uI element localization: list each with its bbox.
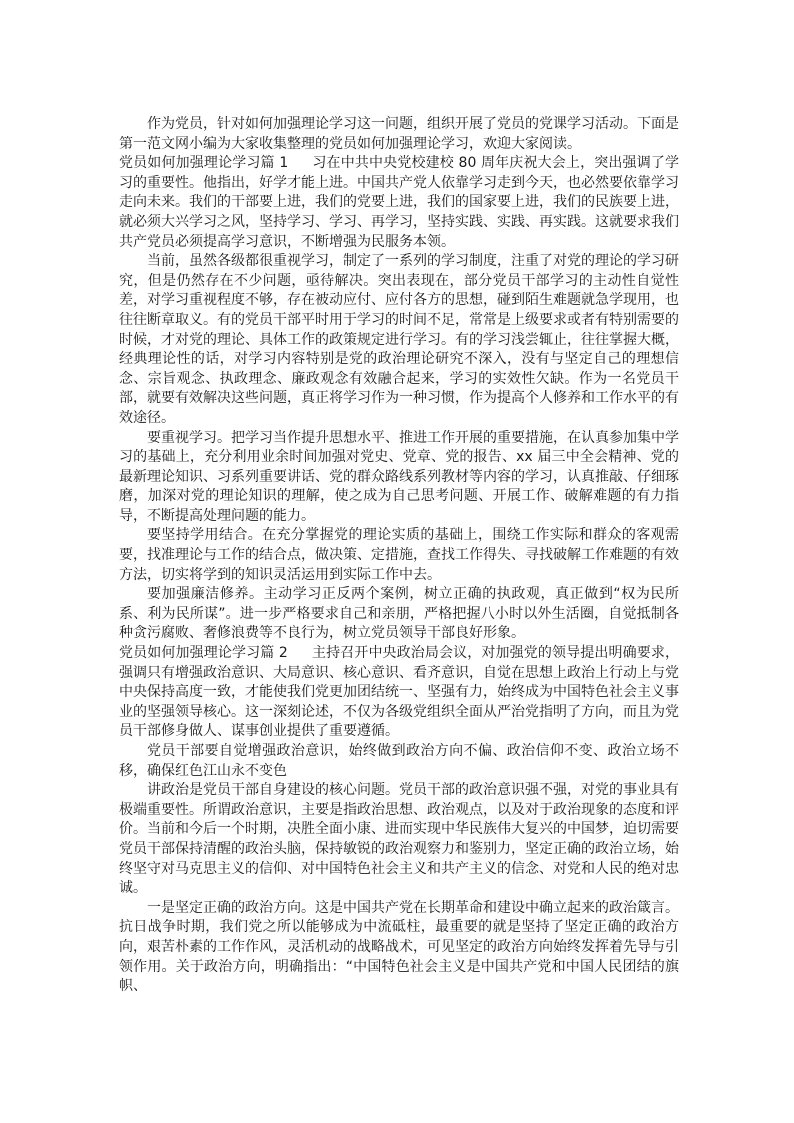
body-paragraph: 要重视学习。把学习当作提升思想水平、推进工作开展的重要措施，在认真参加集中学习的基础上，充分利用业余时间加强对党史、党章、党的报告、xx 届三中全会精神、党的最新理论知识、习系列重要讲话、党的群众路线系列教材等内容的学习，认真推敲、仔细琢磨，加深对党的理论知识的理解，使之成为自己思考问题、开展工作、破解难题的有力指导，不断提高处理问题的能力。 bbox=[119, 429, 679, 524]
body-paragraph: 要坚持学用结合。在充分掌握党的理论实质的基础上，围绕工作实际和群众的客观需要，找准理论与工作的结合点，做决策、定措施，查找工作得失、寻找破解工作难题的有效方法，切实将学到的知识灵活运用到实际工作中去。 bbox=[119, 527, 679, 583]
document-body bbox=[119, 115, 679, 997]
intro-paragraph: 作为党员，针对如何加强理论学习这一问题，组织开展了党员的党课学习活动。下面是第一范文网小编为大家收集整理的党员如何加强理论学习，欢迎大家阅读。 bbox=[119, 116, 679, 152]
body-paragraph: 党员干部要自觉增强政治意识，始终做到政治方向不偏、政治信仰不变、政治立场不移，确保红色江山永不变色 bbox=[119, 743, 679, 779]
section-1-heading: 党员如何加强理论学习篇 1 bbox=[119, 155, 289, 172]
section-2-text: 主持召开中央政治局会议，对加强党的领导提出明确要求，强调只有增强政治意识、大局意识、核心意识、看齐意识，自觉在思想上政治上行动上与党中央保持高度一致，才能使我们党更加团结统一、坚强有力，始终成为中国特色社会主义事业的坚强领导核心。这一深刻论述，不仅为各级党组织全面从严治党指明了方向，而且为党员干部修身做人、谋事创业提供了重要遵循。 bbox=[119, 645, 680, 740]
section-2-heading: 党员如何加强理论学习篇 2 bbox=[119, 645, 288, 662]
section-1-paragraph bbox=[119, 154, 679, 252]
body-paragraph: 当前，虽然各级都很重视学习，制定了一系列的学习制度，注重了对党的理论的学习研究，但是仍然存在不少问题，亟待解决。突出表现在，部分党员干部学习的主动性自觉性差，对学习重视程度不够，存在被动应付、应付各方的思想，碰到陌生难题就急学现用，也往往断章取义。有的党员干部平时用于学习的时间不足，常常是上级要求或者有特别需要的时候，才对党的理论、具体工作的政策规定进行学习。有的学习浅尝辄止，往往掌握大概，经典理论性的话，对学习内容特别是党的政治理论研究不深入，没有与坚定自己的理想信念、宗旨观念、执政理念、廉政观念有效融合起来，学习的实效性欠缺。作为一名党员干部，就要有效解决这些问题，真正将学习作为一种习惯，作为提高个人修养和工作水平的有效途径。 bbox=[119, 253, 679, 426]
body-paragraph: 讲政治是党员干部自身建设的核心问题。党员干部的政治意识强不强，对党的事业具有极端重要性。所谓政治意识，主要是指政治思想、政治观点，以及对于政治现象的态度和评价。当前和今后一个时期，决胜全面小康、进而实现中华民族伟大复兴的中国梦，迫切需要党员干部保持清醒的政治头脑，保持敏锐的政治观察力和鉴别力，坚定正确的政治立场，始终坚守对马克思主义的信仰、对中国特色社会主义和共产主义的信念、对党和人民的绝对忠诚。 bbox=[119, 782, 679, 897]
section-1-text: 习在中共中央党校建校 80 周年庆祝大会上，突出强调了学习的重要性。他指出，好学才能上进。中国共产党人依靠学习走到今天，也必然要依靠学习走向未来。我们的干部要上进，我们的党要上进，我们的国家要上进，我们的民族要上进，就必须大兴学习之风，坚持学习、学习、再学习，坚持实践、实践、再实践。这就要求我们共产党员必须提高学习意识，不断增强为民服务本领。 bbox=[119, 155, 679, 250]
body-paragraph: 要加强廉洁修养。主动学习正反两个案例，树立正确的执政观，真正做到“权为民所系、利为民所谋”。进一步严格要求自己和亲朋，严格把握八小时以外生活圈，自觉抵制各种贪污腐败、奢修浪费等不良行为，树立党员领导干部良好形象。 bbox=[119, 586, 679, 642]
body-paragraph: 一是坚定正确的政治方向。这是中国共产党在长期革命和建设中确立起来的政治箴言。抗日战争时期，我们党之所以能够成为中流砥柱，最重要的就是坚持了坚定正确的政治方向，艰苦朴素的工作作风，灵活机动的战略战术，可见坚定的政治方向始终发挥着先导与引领作用。关于政治方向，明确指出：“中国特色社会主义是中国共产党和中国人民团结的旗帜、 bbox=[119, 899, 679, 995]
section-2-paragraph bbox=[119, 644, 679, 742]
